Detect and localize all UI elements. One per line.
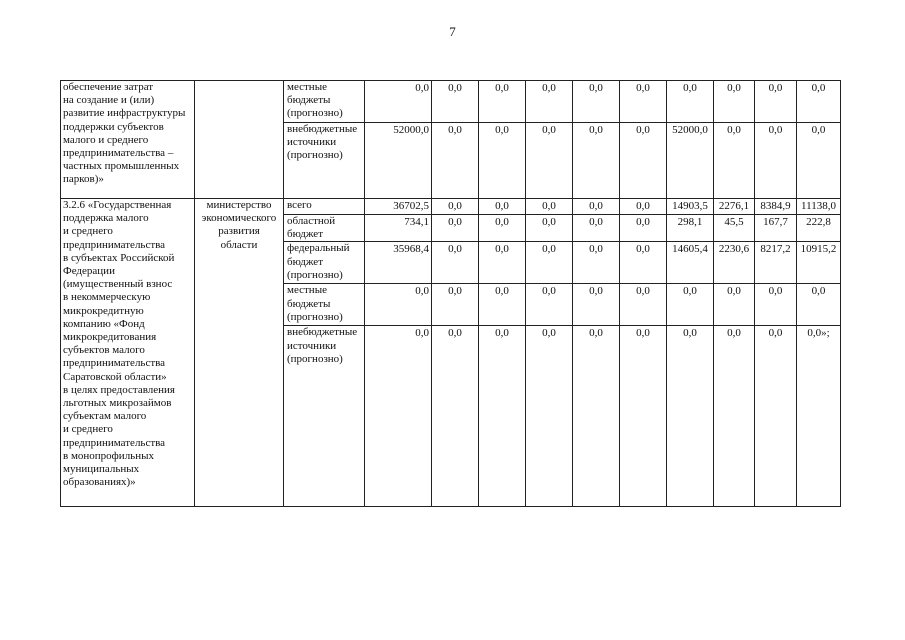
activity-description: обеспечение затрат на создание и (или) развитие инфраструктуры поддержки субъектов малого и среднего предпринимательства – частных промышленных парков)»: [63, 81, 186, 186]
budget-table-container: [60, 80, 841, 507]
amount-cell: 167,7: [755, 215, 797, 242]
amount-cell: 0,0: [432, 326, 479, 507]
amount-cell: 0,0: [755, 81, 797, 123]
amount-cell: 0,0: [526, 242, 573, 284]
executor-name: министерство экономического развития области: [201, 199, 277, 251]
amount-cell: 0,0: [714, 284, 755, 326]
amount-cell: 0,0: [573, 123, 620, 199]
amount-cell: 0,0: [620, 81, 667, 123]
amount-cell: 0,0: [620, 326, 667, 507]
amount-cell: 0,0: [432, 215, 479, 242]
funding-source-cell: [284, 215, 365, 242]
amount-cell: 45,5: [714, 215, 755, 242]
executor-cell: [195, 81, 284, 199]
amount-cell: 14605,4: [667, 242, 714, 284]
amount-cell: 0,0: [479, 123, 526, 199]
amount-cell: 0,0: [714, 81, 755, 123]
executor-cell: [195, 199, 284, 507]
amount-cell: 0,0: [667, 284, 714, 326]
amount-cell: 0,0: [620, 242, 667, 284]
activity-description: 3.2.6 «Государственная поддержка малого и среднего предпринимательства в субъектах Российской Федерации (имущественный взнос в некоммерческую микрокредитную компанию «Фонд микрокредитования субъектов малого предпринимательства Саратовской области» в целях предоставления льготных микрозаймов субъектам малого и среднего предпринимательства в монопрофильных муниципальных образованиях)»: [63, 199, 175, 489]
activity-description-cell: [61, 199, 195, 507]
amount-cell: 2230,6: [714, 242, 755, 284]
amount-cell: 0,0: [573, 242, 620, 284]
funding-source-cell: [284, 284, 365, 326]
amount-cell: 0,0: [797, 284, 841, 326]
page-number: 7: [449, 24, 456, 39]
amount-cell: 734,1: [365, 215, 432, 242]
amount-cell: 0,0: [432, 242, 479, 284]
amount-cell: 0,0: [620, 215, 667, 242]
amount-cell: 0,0: [526, 326, 573, 507]
amount-cell: 0,0: [573, 284, 620, 326]
amount-cell: 0,0: [526, 284, 573, 326]
amount-cell: 0,0: [479, 215, 526, 242]
amount-cell: 0,0: [573, 199, 620, 215]
funding-source: областной бюджет: [287, 215, 336, 241]
amount-cell: 0,0: [620, 199, 667, 215]
amount-cell: 10915,2: [797, 242, 841, 284]
amount-cell: 8384,9: [755, 199, 797, 215]
amount-cell: 0,0: [479, 242, 526, 284]
funding-source-cell: [284, 123, 365, 199]
funding-source: внебюджетные источники (прогнозно): [287, 123, 358, 162]
amount-cell: 0,0: [432, 199, 479, 215]
amount-cell: 0,0: [432, 123, 479, 199]
amount-cell: 14903,5: [667, 199, 714, 215]
amount-cell: 2276,1: [714, 199, 755, 215]
amount-cell: 0,0: [365, 326, 432, 507]
amount-cell: 222,8: [797, 215, 841, 242]
amount-cell: 0,0: [755, 326, 797, 507]
amount-cell: 52000,0: [365, 123, 432, 199]
amount-cell: 0,0: [432, 81, 479, 123]
amount-cell: 0,0: [573, 215, 620, 242]
amount-cell: 0,0: [432, 284, 479, 326]
amount-cell: 0,0: [620, 284, 667, 326]
amount-cell: 0,0: [714, 326, 755, 507]
funding-source: местные бюджеты (прогнозно): [287, 81, 343, 120]
funding-source-cell: [284, 242, 365, 284]
amount-cell: 36702,5: [365, 199, 432, 215]
amount-cell: 0,0: [714, 123, 755, 199]
amount-cell: 35968,4: [365, 242, 432, 284]
table-row: [61, 199, 841, 215]
amount-cell: 0,0: [479, 199, 526, 215]
funding-source: федеральный бюджет (прогнозно): [287, 242, 350, 281]
amount-cell: 0,0: [573, 326, 620, 507]
amount-cell: 52000,0: [667, 123, 714, 199]
funding-source: всего: [287, 199, 312, 211]
amount-cell: 0,0: [573, 81, 620, 123]
amount-cell: 0,0: [797, 81, 841, 123]
amount-cell: 0,0: [479, 81, 526, 123]
funding-source-cell: [284, 326, 365, 507]
amount-cell: 11138,0: [797, 199, 841, 215]
amount-cell: 298,1: [667, 215, 714, 242]
amount-cell: 0,0: [755, 284, 797, 326]
funding-source: местные бюджеты (прогнозно): [287, 284, 343, 323]
amount-cell: 0,0: [797, 123, 841, 199]
budget-table: [60, 80, 841, 507]
amount-cell: 0,0: [479, 326, 526, 507]
amount-cell: 0,0: [667, 81, 714, 123]
amount-cell: 0,0: [526, 215, 573, 242]
amount-cell: 0,0: [620, 123, 667, 199]
amount-cell: 0,0: [526, 123, 573, 199]
funding-source-cell: [284, 81, 365, 123]
amount-cell: 0,0: [755, 123, 797, 199]
table-row: [61, 81, 841, 123]
amount-cell: 0,0: [526, 199, 573, 215]
amount-cell: 0,0»;: [797, 326, 841, 507]
amount-cell: 0,0: [365, 284, 432, 326]
amount-cell: 0,0: [526, 81, 573, 123]
funding-source: внебюджетные источники (прогнозно): [287, 326, 358, 365]
amount-cell: 8217,2: [755, 242, 797, 284]
amount-cell: 0,0: [365, 81, 432, 123]
amount-cell: 0,0: [479, 284, 526, 326]
funding-source-cell: [284, 199, 365, 215]
activity-description-cell: [61, 81, 195, 199]
amount-cell: 0,0: [667, 326, 714, 507]
